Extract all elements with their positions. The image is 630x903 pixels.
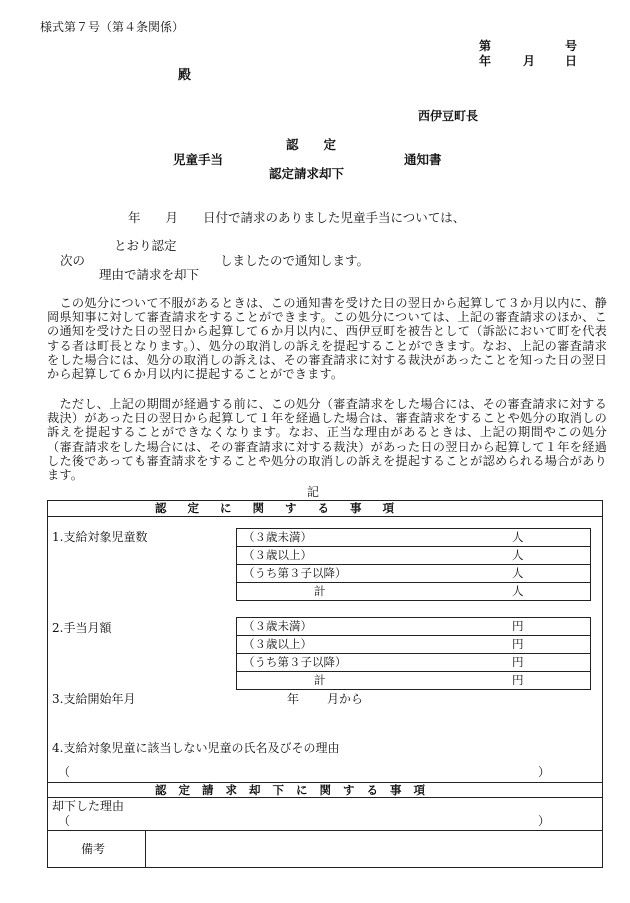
date-day: 日 xyxy=(565,54,578,68)
result-notice: しましたので通知します。 xyxy=(220,253,370,268)
result-riyuu-kyakka: 理由で請求を却下 xyxy=(99,267,200,282)
item2-row-third: （うち第３子以降） xyxy=(243,655,347,669)
item1-row-over3-unit: 人 xyxy=(512,548,524,562)
intro-line: 年 月 日付で請求のありました児童手当については、 xyxy=(128,210,466,225)
result-toori-nintei: とおり認定 xyxy=(114,238,177,253)
item1-row-over3: （３歳以上） xyxy=(243,548,312,562)
item1-row-third: （うち第３子以降） xyxy=(243,566,347,580)
issuer: 西伊豆町長 xyxy=(418,109,479,123)
item3-year: 年 xyxy=(287,692,300,706)
ki-label: 記 xyxy=(307,485,320,499)
item2-row-third-unit: 円 xyxy=(512,655,524,669)
item1-row-third-unit: 人 xyxy=(512,566,524,580)
addressee-suffix: 殿 xyxy=(178,68,192,83)
item2-label: 2.手当月額 xyxy=(52,621,112,635)
item2-row-over3-unit: 円 xyxy=(512,637,524,651)
form-number: 様式第７号（第４条関係） xyxy=(40,20,185,34)
item2-row-total-unit: 円 xyxy=(512,673,524,687)
doc-number-dai: 第 xyxy=(479,39,492,53)
item4-open-paren: （ xyxy=(58,765,71,779)
result-tsugi: 次の xyxy=(60,253,86,268)
item1-row-under3: （３歳未満） xyxy=(243,530,312,544)
item2-row-under3: （３歳未満） xyxy=(243,619,312,633)
section1-header xyxy=(155,500,495,516)
appeal-paragraph-2: ただし、上記の期間が経過する前に、この処分（審査請求をした場合には、その審査請求に対する裁決）があった日の翌日から起算して１年を経過した場合は、審査請求をすることや処分の取消しの訴えを提起することができなくなります。なお、正当な理由があるときは、上記の期間やこの処分（審査請求をした場合には、その審査請求に対する裁決）があった日の翌日から起算して１年を経過した後であっても審査請求をすることや処分の取消しの訴えを提起することが認められる場合があります。 xyxy=(47,397,607,483)
section2-header xyxy=(155,782,437,798)
item2-row-under3-unit: 円 xyxy=(512,619,524,633)
item2-row-total: 計 xyxy=(314,673,326,687)
title-jidou-teate: 児童手当 xyxy=(173,152,224,167)
item1-row-under3-unit: 人 xyxy=(512,530,524,544)
date-year: 年 xyxy=(479,54,492,68)
date-month: 月 xyxy=(523,54,536,68)
title-kyakka: 認定請求却下 xyxy=(269,166,345,181)
item3-month-from: 月から xyxy=(327,692,364,706)
section2-header-text: 認定請求却下に関する事項 xyxy=(155,783,437,797)
item1-label: 1.支給対象児童数 xyxy=(52,530,148,544)
item3-label: 3.支給開始年月 xyxy=(52,692,136,706)
title-nintei: 認 定 xyxy=(286,137,337,152)
reject-open-paren: （ xyxy=(58,814,71,828)
reject-reason-label: 却下した理由 xyxy=(52,799,125,813)
title-tsuchisho: 通知書 xyxy=(404,152,442,167)
item4-label: 4.支給対象児童に該当しない児童の氏名及びその理由 xyxy=(52,741,340,755)
appeal-paragraph-1: この処分について不服があるときは、この通知書を受けた日の翌日から起算して３か月以内に、静岡県知事に対して審査請求をすることができます。この処分については、上記の審査請求のほか、この通知を受けた日の翌日から起算して６か月以内に、西伊豆町を被告として（訴訟において町を代表する者は町長となります。）、処分の取消しの訴えを提起することができます。なお、上記の審査請求をした場合には、処分の取消しの訴えは、その審査請求に対する裁決があったことを知った日の翌日から起算して６か月以内に提起することができます。 xyxy=(47,296,607,382)
doc-number-go: 号 xyxy=(565,39,578,53)
item1-row-total-unit: 人 xyxy=(512,584,524,598)
item1-row-total: 計 xyxy=(314,584,326,598)
reject-close-paren: ） xyxy=(538,814,551,828)
item2-row-over3: （３歳以上） xyxy=(243,637,312,651)
remarks-label: 備考 xyxy=(81,842,106,856)
item4-close-paren: ） xyxy=(538,765,551,779)
section1-header-text: 認定に関する事項 xyxy=(155,501,415,515)
